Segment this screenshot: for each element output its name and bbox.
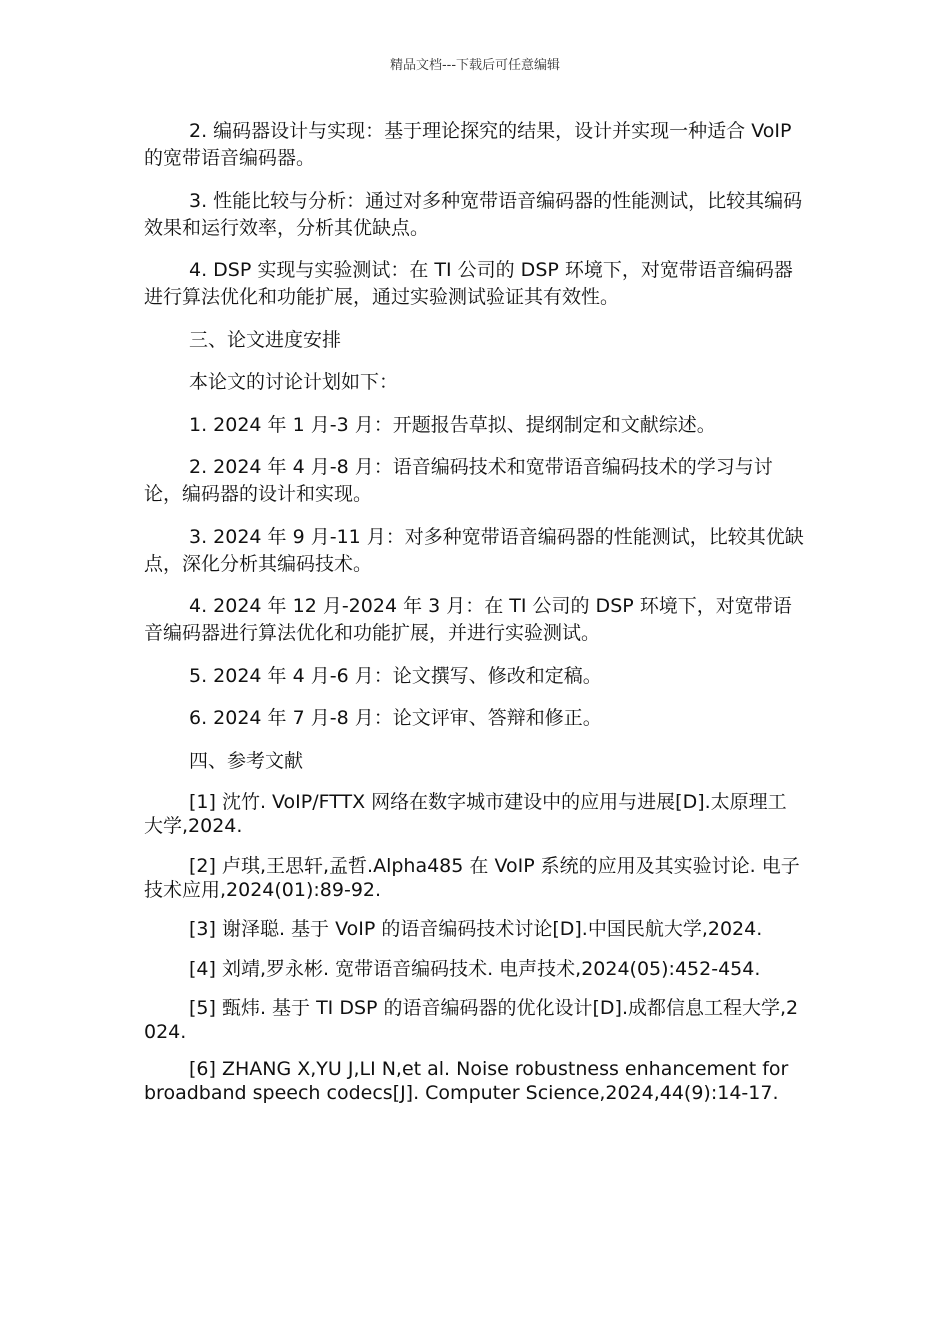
paragraph-performance-comparison: 3. 性能比较与分析：通过对多种宽带语音编码器的性能测试，比较其编码效果和运行效率，分析其优缺点。 — [144, 189, 803, 239]
schedule-item-3: 3. 2024 年 9 月-11 月：对多种宽带语音编码器的性能测试，比较其优缺点，深化分析其编码技术。 — [144, 525, 804, 575]
schedule-item-2: 2. 2024 年 4 月-8 月：语音编码技术和宽带语音编码技术的学习与讨论，编码器的设计和实现。 — [144, 456, 773, 505]
reference-item-3: [3] 谢泽聪. 基于 VoIP 的语音编码技术讨论[D].中国民航大学,2024. — [189, 918, 763, 940]
schedule-item-5: 5. 2024 年 4 月-6 月：论文撰写、修改和定稿。 — [189, 664, 602, 687]
page-header: 精品文档---下载后可任意编辑 — [389, 58, 561, 73]
paragraph-encoder-design: 2. 编码器设计与实现：基于理论探究的结果，设计并实现一种适合 VoIP 的宽带语音编码器。 — [144, 120, 792, 169]
schedule-item-6: 6. 2024 年 7 月-8 月：论文评审、答辩和修正。 — [189, 707, 602, 729]
reference-item-4: [4] 刘靖,罗永彬. 宽带语音编码技术. 电声技术,2024(05):452-454. — [189, 957, 761, 980]
reference-item-5: [5] 甄炜. 基于 TI DSP 的语音编码器的优化设计[D].成都信息工程大学,2024. — [144, 997, 799, 1043]
section-heading-schedule: 三、论文进度安排 — [189, 328, 342, 351]
section-heading-references: 四、参考文献 — [189, 749, 304, 772]
schedule-item-1: 1. 2024 年 1 月-3 月：开题报告草拟、提纲制定和文献综述。 — [189, 413, 716, 436]
schedule-item-4: 4. 2024 年 12 月-2024 年 3 月：在 TI 公司的 DSP 环境下，对宽带语音编码器进行算法优化和功能扩展，并进行实验测试。 — [144, 595, 792, 644]
reference-item-2: [2] 卢琪,王思轩,孟哲.Alpha485 在 VoIP 系统的应用及其实验讨论. 电子技术应用,2024(01):89-92. — [144, 854, 800, 901]
document-body — [144, 118, 804, 1120]
paragraph-dsp-implementation: 4. DSP 实现与实验测试：在 TI 公司的 DSP 环境下，对宽带语音编码器进行算法优化和功能扩展，通过实验测试验证其有效性。 — [144, 259, 793, 308]
reference-item-6: [6] ZHANG X,YU J,LI N,et al. Noise robustness enhancement for broadband speech codecs[J]. Computer Science,2024,44(9):14-17. — [144, 1057, 789, 1104]
paragraph-schedule-intro: 本论文的讨论计划如下： — [189, 371, 399, 393]
reference-item-1: [1] 沈竹. VoIP/FTTX 网络在数字城市建设中的应用与进展[D].太原理工大学,2024. — [144, 791, 787, 837]
